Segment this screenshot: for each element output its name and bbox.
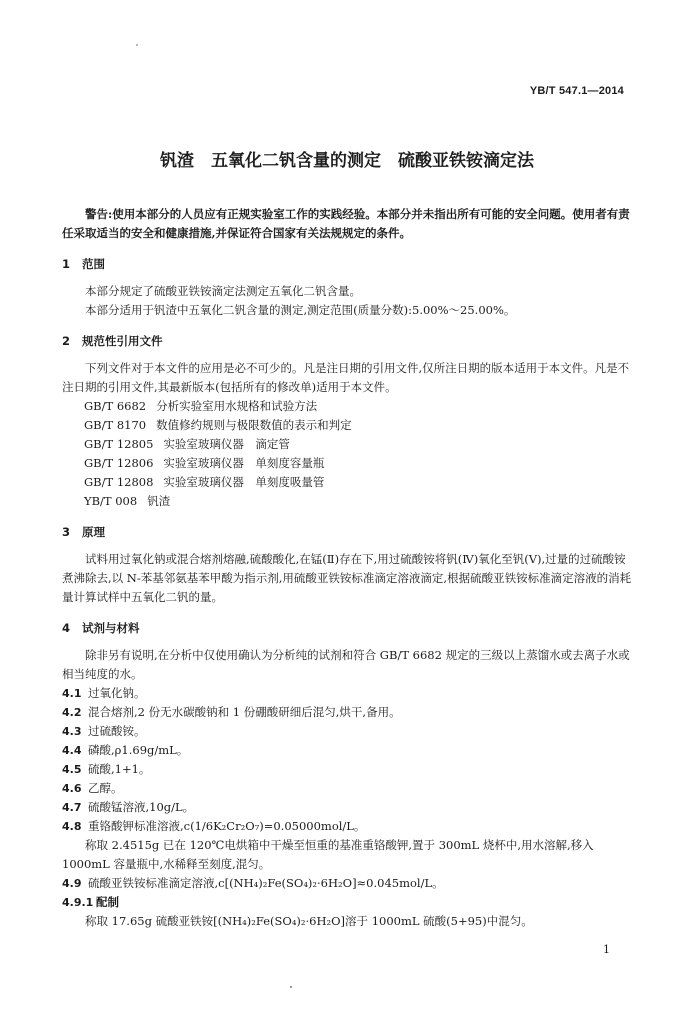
reference-item [84, 473, 634, 492]
reference-item [84, 397, 634, 416]
reference-code: YB/T 008 [84, 494, 138, 508]
section-3-heading [62, 523, 634, 542]
document-body [62, 205, 634, 931]
section-number: 4 [62, 621, 71, 635]
item-number: 4.2 [62, 706, 82, 719]
item-number: 4.3 [62, 725, 82, 738]
item-text: 硫酸亚铁铵标准滴定溶液, [88, 876, 219, 890]
reagent-item-4-2 [62, 703, 634, 722]
scan-speck [290, 986, 292, 988]
scope-paragraph-2: 本部分适用于钒渣中五氧化二钒含量的测定,测定范围(质量分数):5.00%～25.00%。 [85, 303, 516, 317]
item-number: 4.8 [62, 820, 82, 833]
reference-item [84, 454, 634, 473]
section-title: 规范性引用文件 [82, 334, 163, 348]
reference-title: 实验室玻璃仪器 单刻度吸量管 [163, 475, 325, 489]
concentration-formula: c[(NH₄)₂Fe(SO₄)₂·6H₂O]≈0.045mol/L。 [218, 876, 444, 890]
section-1-heading [62, 255, 634, 274]
item-text: 乙醇。 [88, 781, 123, 795]
page-number: 1 [603, 943, 610, 956]
item-number: 4.9.1 [62, 896, 94, 909]
reference-code: GB/T 12805 [84, 437, 154, 451]
reagent-item-4-1 [62, 684, 634, 703]
item-text: 过氧化钠。 [88, 686, 146, 700]
item-text: 磷酸,ρ1.69g/mL。 [88, 743, 189, 757]
references-intro: 下列文件对于本文件的应用是必不可少的。凡是注日期的引用文件,仅所注日期的版本适用于本文件。凡是不注日期的引用文件,其最新版本(包括所有的修改单)适用于本文件。 [62, 361, 630, 394]
item-title: 配制 [96, 895, 119, 909]
section-number: 3 [62, 525, 71, 539]
reagent-4-9-1-procedure: 称取 17.65g 硫酸亚铁铵[(NH₄)₂Fe(SO₄)₂·6H₂O]溶于 1000mL 硫酸(5+95)中混匀。 [85, 914, 533, 928]
item-number: 4.6 [62, 782, 82, 795]
reference-item [84, 435, 634, 454]
reagent-item-4-9 [62, 874, 634, 893]
concentration-formula: c(1/6K₂Cr₂O₇)=0.05000mol/L。 [183, 819, 366, 833]
reagent-4-8-procedure: 称取 2.4515g 已在 120℃电烘箱中干燥至恒重的基准重铬酸钾,置于 300mL 烧杯中,用水溶解,移入1000mL 容量瓶中,水稀释至刻度,混匀。 [62, 838, 594, 871]
reference-code: GB/T 8170 [84, 418, 147, 432]
document-title: 钒渣 五氧化二钒含量的测定 硫酸亚铁铵滴定法 [160, 151, 534, 171]
reagent-item-4-3 [62, 722, 634, 741]
item-number: 4.7 [62, 801, 82, 814]
section-4-heading [62, 619, 634, 638]
reagent-item-4-6 [62, 779, 634, 798]
section-number: 1 [62, 257, 71, 271]
reference-item [84, 416, 634, 435]
section-title: 范围 [82, 257, 105, 271]
item-text: 混合熔剂,2 份无水碳酸钠和 1 份硼酸研细后混匀,烘干,备用。 [88, 705, 401, 719]
item-text: 重铬酸钾标准溶液, [88, 819, 184, 833]
item-number: 4.9 [62, 877, 82, 890]
item-number: 4.1 [62, 687, 82, 700]
item-text: 硫酸,1+1。 [88, 762, 151, 776]
reference-title: 数值修约规则与极限数值的表示和判定 [156, 418, 352, 432]
item-number: 4.5 [62, 763, 82, 776]
scan-speck [136, 44, 138, 46]
reference-title: 钒渣 [147, 494, 171, 508]
reagent-item-4-9-1 [62, 893, 634, 912]
section-number: 2 [62, 334, 71, 348]
reagent-item-4-4 [62, 741, 634, 760]
reference-title: 分析实验室用水规格和试验方法 [156, 399, 318, 413]
section-title: 试剂与材料 [82, 621, 140, 635]
standard-number: YB/T 547.1—2014 [529, 85, 624, 97]
scope-paragraph-1: 本部分规定了硫酸亚铁铵滴定法测定五氧化二钒含量。 [85, 284, 361, 298]
reagent-item-4-8 [62, 817, 634, 836]
item-text: 硫酸锰溶液,10g/L。 [88, 800, 195, 814]
reagents-intro: 除非另有说明,在分析中仅使用确认为分析纯的试剂和符合 GB/T 6682 规定的三级以上蒸馏水或去离子水或相当纯度的水。 [62, 648, 630, 681]
item-number: 4.4 [62, 744, 82, 757]
section-title: 原理 [82, 525, 105, 539]
reference-code: GB/T 12806 [84, 456, 154, 470]
reagent-item-4-5 [62, 760, 634, 779]
reference-code: GB/T 6682 [84, 399, 147, 413]
principle-paragraph: 试料用过氧化钠或混合熔剂熔融,硫酸酸化,在锰(Ⅱ)存在下,用过硫酸铵将钒(Ⅳ)氧化至钒(Ⅴ),过量的过硫酸铵煮沸除去,以 N-苯基邻氨基苯甲酸为指示剂,用硫酸亚铁铵标准滴定溶液滴定,根据硫酸亚铁铵标准滴定溶液的消耗量计算试样中五氧化二钒的量。 [62, 552, 632, 604]
warning-paragraph: 警告:使用本部分的人员应有正规实验室工作的实践经验。本部分并未指出所有可能的安全问题。使用者有责任采取适当的安全和健康措施,并保证符合国家有关法规规定的条件。 [62, 207, 630, 240]
section-2-heading [62, 332, 634, 351]
reference-item [84, 492, 634, 511]
reference-title: 实验室玻璃仪器 单刻度容量瓶 [163, 456, 325, 470]
references-list [62, 397, 634, 511]
reference-code: GB/T 12808 [84, 475, 154, 489]
reference-title: 实验室玻璃仪器 滴定管 [163, 437, 290, 451]
item-text: 过硫酸铵。 [88, 724, 146, 738]
reagent-item-4-7 [62, 798, 634, 817]
